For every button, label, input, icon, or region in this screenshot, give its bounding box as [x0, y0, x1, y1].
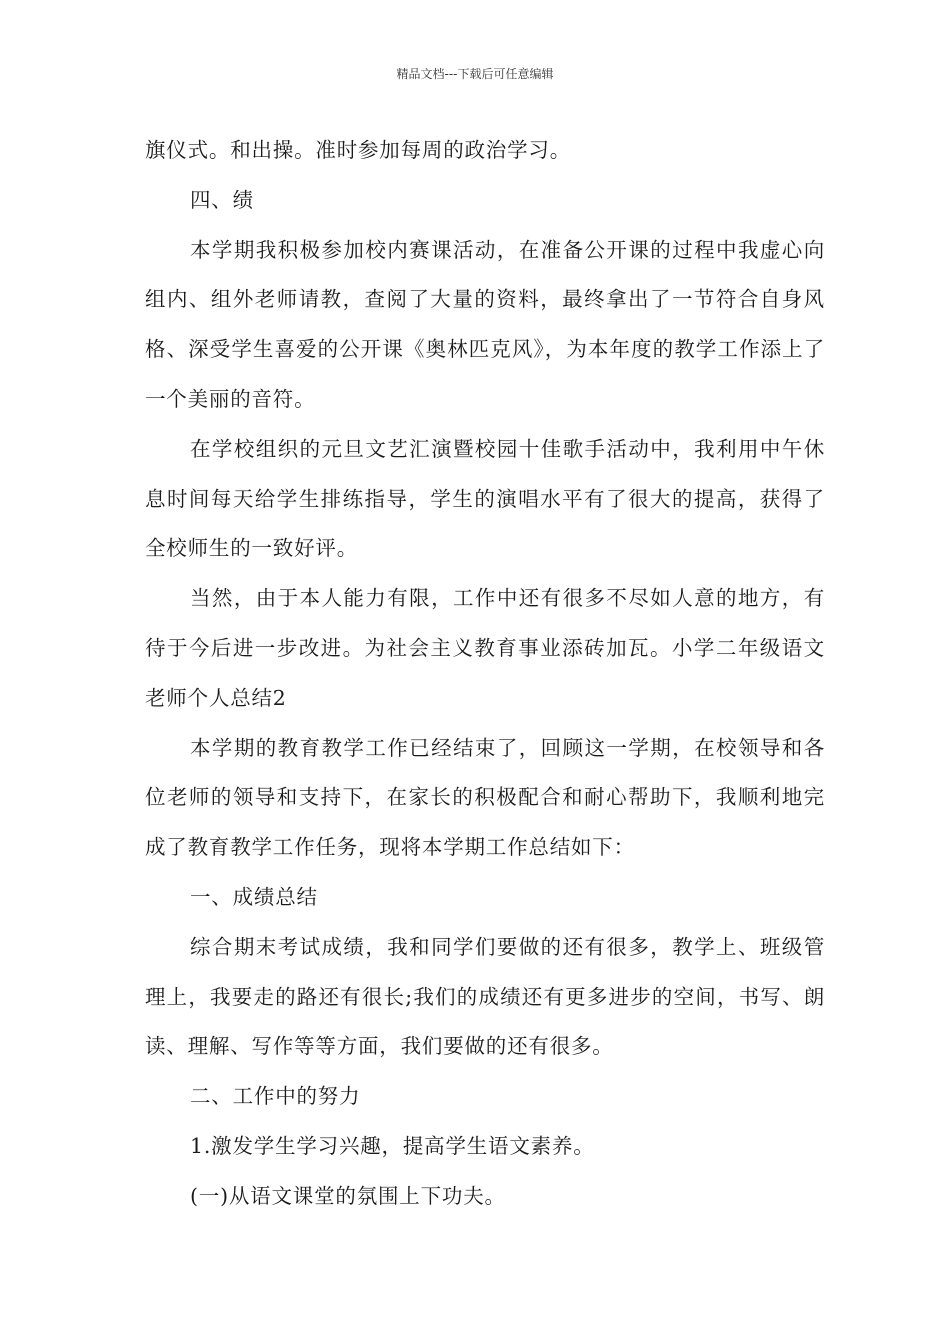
page-header: 精品文档---下载后可任意编辑 — [396, 67, 554, 81]
paragraph: 旗仪式。和出操。准时参加每周的政治学习。 — [145, 138, 571, 162]
paragraph: 在学校组织的元旦文艺汇演暨校园十佳歌手活动中，我利用中午休息时间每天给学生排练指导，学生的演唱水平有了很大的提高，获得了全校师生的一致好评。 — [145, 436, 825, 561]
paragraph: 本学期的教育教学工作已经结束了，回顾这一学期，在校领导和各位老师的领导和支持下，在家长的积极配合和耐心帮助下，我顺利地完成了教育教学工作任务，现将本学期工作总结如下： — [145, 735, 825, 860]
paragraph: 当然，由于本人能力有限，工作中还有很多不尽如人意的地方，有待于今后进一步改进。为社会主义教育事业添砖加瓦。小学二年级语文老师个人总结2 — [145, 586, 825, 710]
subsection-heading: (一)从语文课堂的氛围上下功夫。 — [190, 1183, 506, 1208]
section-heading: 四、绩 — [190, 187, 254, 212]
subsection-heading: 1.激发学生学习兴趣，提高学生语文素养。 — [190, 1133, 595, 1158]
section-heading: 二、工作中的努力 — [190, 1084, 361, 1109]
paragraph: 本学期我积极参加校内赛课活动，在准备公开课的过程中我虚心向组内、组外老师请教，查阅了大量的资料，最终拿出了一节符合自身风格、深受学生喜爱的公开课《奥林匹克风》，为本年度的教学工作添上了一个美丽的音符。 — [145, 237, 825, 411]
paragraph: 综合期末考试成绩，我和同学们要做的还有很多，教学上、班级管理上，我要走的路还有很长;我们的成绩还有更多进步的空间，书写、朗读、理解、写作等等方面，我们要做的还有很多。 — [145, 934, 825, 1059]
section-heading: 一、成绩总结 — [190, 884, 318, 909]
document-body — [145, 126, 825, 1222]
